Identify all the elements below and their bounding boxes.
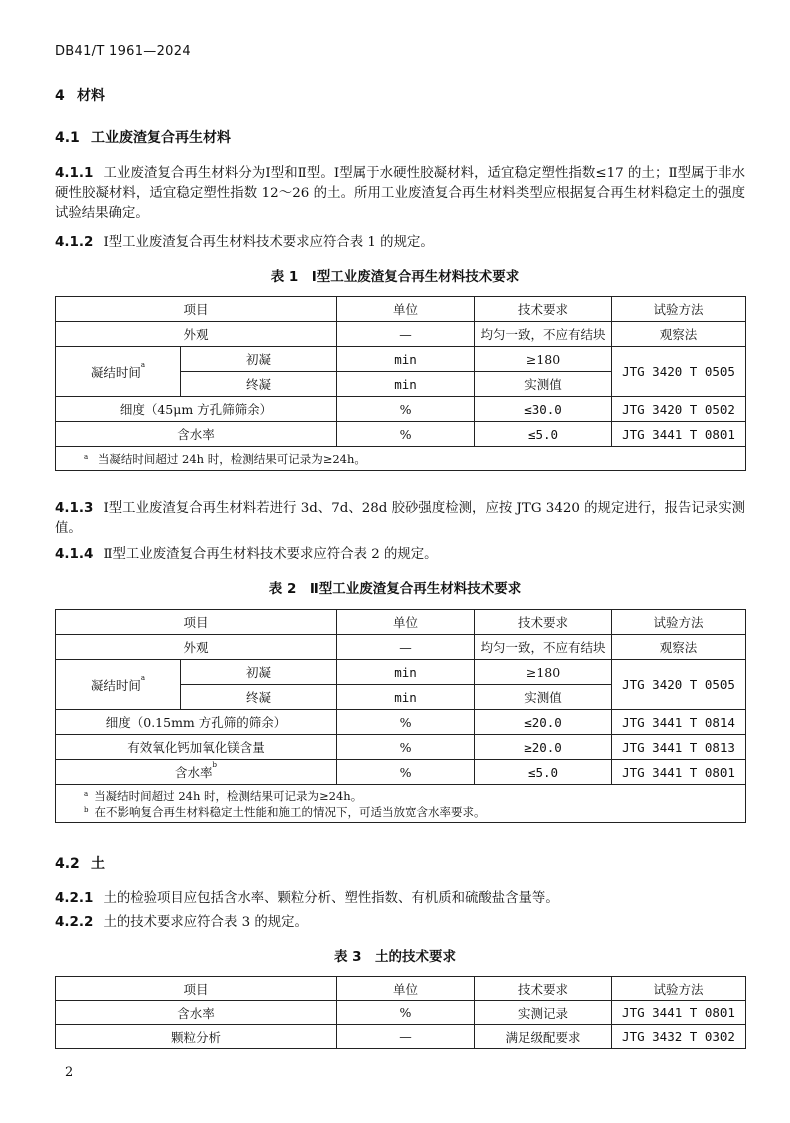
cell-item: 颗粒分析 xyxy=(56,1025,337,1049)
cell-unit: min xyxy=(337,685,475,710)
footnote-mark: a xyxy=(140,360,146,369)
footnote-mark: a xyxy=(84,452,89,461)
cell-unit: % xyxy=(337,760,475,785)
footnote-mark: a xyxy=(84,789,89,798)
cell-requirement: ≥180 xyxy=(475,347,612,372)
footnote-text: 在不影响复合再生材料稳定土性能和施工的情况下，可适当放宽含水率要求。 xyxy=(94,804,486,819)
cell-method: 观察法 xyxy=(612,635,746,660)
cell-item: 外观 xyxy=(56,322,337,347)
cell-unit: % xyxy=(337,1001,475,1025)
table-note-row xyxy=(56,447,746,471)
subsection-heading-4-1 xyxy=(55,127,231,147)
table-header-row xyxy=(56,610,746,635)
clause-number: 4.2.1 xyxy=(55,890,94,906)
cell-unit: % xyxy=(337,735,475,760)
cell-unit: — xyxy=(337,322,475,347)
section-title: 材料 xyxy=(77,88,105,104)
table-note xyxy=(56,447,746,471)
header-method: 试验方法 xyxy=(612,610,746,635)
footnote-text: 当凝结时间超过 24h 时，检测结果可记录为≥24h。 xyxy=(97,451,366,466)
section-number: 4 xyxy=(55,88,65,104)
table-row xyxy=(56,322,746,347)
cell-unit: min xyxy=(337,660,475,685)
header-item: 项目 xyxy=(56,610,337,635)
cell-unit: % xyxy=(337,397,475,422)
footnote-mark: b xyxy=(84,805,89,814)
cell-requirement: ≤5.0 xyxy=(475,760,612,785)
footnote-b xyxy=(84,804,745,820)
clause-number: 4.1.3 xyxy=(55,500,94,516)
table-1-caption: 表 1 Ⅰ型工业废渣复合再生材料技术要求 xyxy=(270,269,520,285)
subsection-number: 4.2 xyxy=(55,856,80,872)
table-row xyxy=(56,635,746,660)
cell-requirement: ≥180 xyxy=(475,660,612,685)
table-row xyxy=(56,1001,746,1025)
table-row xyxy=(56,422,746,447)
paragraph-4-1-3 xyxy=(55,498,745,539)
header-unit: 单位 xyxy=(337,297,475,322)
cell-requirement: ≥20.0 xyxy=(475,735,612,760)
cell-requirement: 实测记录 xyxy=(475,1001,612,1025)
table-2-caption: 表 2 Ⅱ型工业废渣复合再生材料技术要求 xyxy=(268,581,522,597)
cell-requirement: 实测值 xyxy=(475,685,612,710)
cell-requirement: ≤20.0 xyxy=(475,710,612,735)
cell-method: JTG 3441 T 0814 xyxy=(612,710,746,735)
cell-unit: % xyxy=(337,710,475,735)
clause-number: 4.1.1 xyxy=(55,165,94,181)
subsection-title: 土 xyxy=(91,856,105,872)
header-method: 试验方法 xyxy=(612,297,746,322)
table-3 xyxy=(55,976,746,1049)
cell-unit: — xyxy=(337,635,475,660)
cell-item: 有效氧化钙加氧化镁含量 xyxy=(56,735,337,760)
header-requirement: 技术要求 xyxy=(475,297,612,322)
cell-item: 含水率 xyxy=(56,1001,337,1025)
cell-unit: — xyxy=(337,1025,475,1049)
cell-requirement: ≤5.0 xyxy=(475,422,612,447)
subsection-number: 4.1 xyxy=(55,130,80,146)
footnote-a xyxy=(84,788,745,804)
footnote-text: 当凝结时间超过 24h 时，检测结果可记录为≥24h。 xyxy=(94,788,363,803)
header-requirement: 技术要求 xyxy=(475,610,612,635)
clause-text: 土的技术要求应符合表 3 的规定。 xyxy=(103,915,308,930)
page-number: 2 xyxy=(65,1065,74,1080)
header-item: 项目 xyxy=(56,297,337,322)
header-unit: 单位 xyxy=(337,610,475,635)
clause-text: Ⅱ型工业废渣复合再生材料技术要求应符合表 2 的规定。 xyxy=(103,547,438,562)
cell-method: JTG 3441 T 0801 xyxy=(612,760,746,785)
cell-subitem: 终凝 xyxy=(181,685,337,710)
clause-text: Ⅰ型工业废渣复合再生材料若进行 3d、7d、28d 胶砂强度检测，应按 JTG 3420 的规定进行，报告记录实测值。 xyxy=(55,501,745,536)
paragraph-4-1-1 xyxy=(55,163,745,224)
cell-method: JTG 3420 T 0505 xyxy=(612,660,746,710)
cell-method: 观察法 xyxy=(612,322,746,347)
cell-requirement: 满足级配要求 xyxy=(475,1025,612,1049)
cell-item: 凝结时间$^a$ xyxy=(56,660,181,710)
cell-method: JTG 3432 T 0302 xyxy=(612,1025,746,1049)
cell-method: JTG 3420 T 0502 xyxy=(612,397,746,422)
cell-requirement: 均匀一致，不应有结块 xyxy=(475,322,612,347)
header-method: 试验方法 xyxy=(612,977,746,1001)
cell-unit: min xyxy=(337,372,475,397)
cell-item: 外观 xyxy=(56,635,337,660)
clause-text: 土的检验项目应包括含水率、颗粒分析、塑性指数、有机质和硫酸盐含量等。 xyxy=(103,891,559,906)
table-header-row xyxy=(56,297,746,322)
clause-number: 4.1.2 xyxy=(55,234,94,250)
table-row xyxy=(56,660,746,685)
document-code: DB41/T 1961—2024 xyxy=(55,44,191,59)
table-1 xyxy=(55,296,746,471)
table-row xyxy=(56,347,746,372)
cell-unit: min xyxy=(337,347,475,372)
clause-text: Ⅰ型工业废渣复合再生材料技术要求应符合表 1 的规定。 xyxy=(103,235,434,250)
table-row xyxy=(56,760,746,785)
cell-subitem: 初凝 xyxy=(181,660,337,685)
cell-item: 凝结时间$^a$ xyxy=(56,347,181,397)
paragraph-4-2-1 xyxy=(55,888,745,909)
subsection-heading-4-2 xyxy=(55,853,105,873)
cell-subitem: 终凝 xyxy=(181,372,337,397)
cell-item: 细度（0.15mm 方孔筛的筛余） xyxy=(56,710,337,735)
cell-item: 含水率$^b$ xyxy=(56,760,337,785)
cell-method: JTG 3441 T 0801 xyxy=(612,422,746,447)
header-unit: 单位 xyxy=(337,977,475,1001)
cell-requirement: 均匀一致，不应有结块 xyxy=(475,635,612,660)
cell-item: 细度（45μm 方孔筛筛余） xyxy=(56,397,337,422)
paragraph-4-1-4 xyxy=(55,544,745,565)
table-row xyxy=(56,1025,746,1049)
cell-method: JTG 3420 T 0505 xyxy=(612,347,746,397)
header-item: 项目 xyxy=(56,977,337,1001)
table-2 xyxy=(55,609,746,823)
cell-unit: % xyxy=(337,422,475,447)
cell-method: JTG 3441 T 0801 xyxy=(612,1001,746,1025)
cell-subitem: 初凝 xyxy=(181,347,337,372)
clause-number: 4.1.4 xyxy=(55,546,94,562)
section-heading xyxy=(55,85,105,105)
table-row xyxy=(56,735,746,760)
cell-requirement: 实测值 xyxy=(475,372,612,397)
table-note-row xyxy=(56,785,746,823)
cell-item: 含水率 xyxy=(56,422,337,447)
clause-text: 工业废渣复合再生材料分为Ⅰ型和Ⅱ型。Ⅰ型属于水硬性胶凝材料，适宜稳定塑性指数≤17 的土；Ⅱ型属于非水硬性胶凝材料，适宜稳定塑性指数 12～26 的土。所用工业废渣复合再生材料类型应根据复合再生材料稳定土的强度试验结果确定。 xyxy=(55,166,745,221)
subsection-title: 工业废渣复合再生材料 xyxy=(91,130,231,146)
paragraph-4-1-2 xyxy=(55,232,745,253)
clause-number: 4.2.2 xyxy=(55,914,94,930)
header-requirement: 技术要求 xyxy=(475,977,612,1001)
paragraph-4-2-2 xyxy=(55,912,745,933)
table-header-row xyxy=(56,977,746,1001)
footnote-mark: b xyxy=(212,761,217,769)
table-row xyxy=(56,710,746,735)
cell-requirement: ≤30.0 xyxy=(475,397,612,422)
table-3-caption: 表 3 土的技术要求 xyxy=(333,949,457,965)
cell-method: JTG 3441 T 0813 xyxy=(612,735,746,760)
table-row xyxy=(56,397,746,422)
footnote-mark: a xyxy=(140,673,146,682)
table-note xyxy=(56,785,746,823)
